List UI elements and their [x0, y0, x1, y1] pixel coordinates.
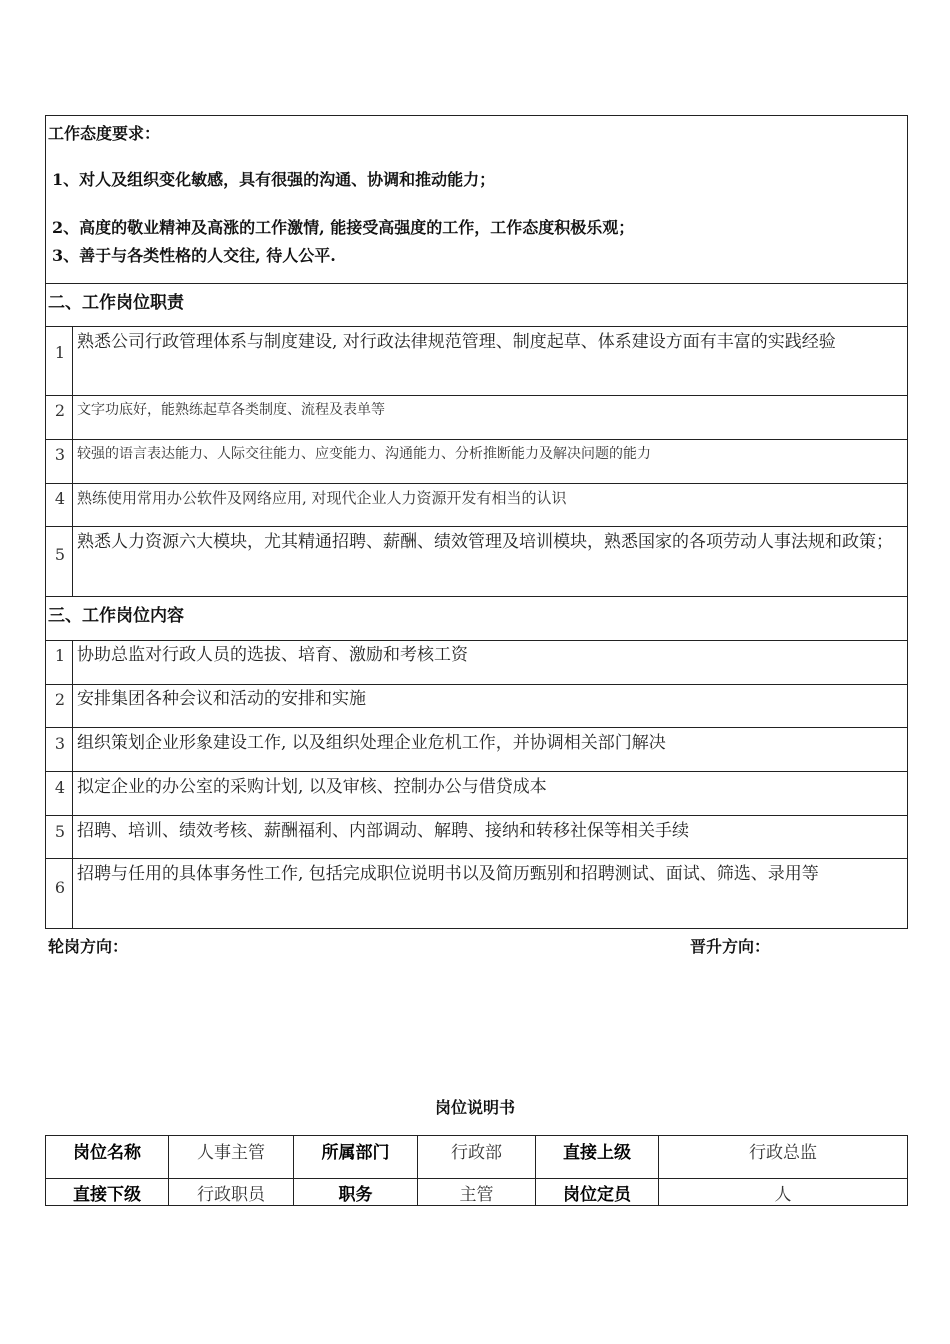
promotion-direction-label: 晋升方向：	[690, 937, 771, 956]
position-name-value: 人事主管	[197, 1142, 265, 1163]
duty-number-4: 4	[54, 489, 66, 508]
duty-text-4: 熟练使用常用办公软件及网络应用, 对现代企业人力资源开发有相当的认识	[77, 489, 567, 507]
department-value: 行政部	[451, 1142, 502, 1163]
duties-section-title: 二、工作岗位职责	[48, 293, 184, 313]
headcount-value: 人	[774, 1184, 792, 1205]
duty-number-2: 2	[54, 401, 66, 420]
position-name-label: 岗位名称	[73, 1142, 141, 1163]
document-title: 岗位说明书	[434, 1098, 515, 1117]
duty-number-1: 1	[54, 343, 66, 362]
content-section-title: 三、工作岗位内容	[48, 606, 184, 626]
content-text-1: 协助总监对行政人员的选拔、培育、激励和考核工资	[77, 645, 468, 665]
direct-subordinate-label: 直接下级	[73, 1184, 141, 1205]
content-number-1: 1	[54, 646, 66, 665]
job-title-label: 职务	[338, 1184, 373, 1205]
content-number-5: 5	[54, 822, 66, 841]
duty-number-3: 3	[54, 445, 66, 464]
direct-superior-label: 直接上级	[563, 1142, 631, 1163]
direct-subordinate-value: 行政职员	[197, 1184, 265, 1205]
direct-superior-value: 行政总监	[749, 1142, 817, 1163]
job-title-value: 主管	[459, 1184, 494, 1205]
headcount-label: 岗位定员	[563, 1184, 631, 1205]
attitude-line-1: 1、对人及组织变化敏感，具有很强的沟通、协调和推动能力；	[52, 170, 496, 189]
content-text-3: 组织策划企业形象建设工作, 以及组织处理企业危机工作，并协调相关部门解决	[77, 733, 666, 753]
attitude-line-2: 2、高度的敬业精神及高涨的工作激情, 能接受高强度的工作，工作态度积极乐观；	[52, 218, 635, 237]
content-text-2: 安排集团各种会议和活动的安排和实施	[77, 689, 366, 709]
duty-text-2: 文字功底好，能熟练起草各类制度、流程及表单等	[77, 402, 385, 418]
content-number-4: 4	[54, 778, 66, 797]
duty-text-3: 较强的语言表达能力、人际交往能力、应变能力、沟通能力、分析推断能力及解决问题的能力	[77, 446, 651, 462]
department-label: 所属部门	[321, 1142, 390, 1163]
attitude-title: 工作态度要求：	[48, 124, 161, 143]
content-text-5: 招聘、培训、绩效考核、薪酬福利、内部调动、解聘、接纳和转移社保等相关手续	[77, 821, 689, 841]
content-number-2: 2	[54, 690, 66, 709]
attitude-line-3: 3、善于与各类性格的人交往, 待人公平.	[52, 246, 336, 265]
content-text-4: 拟定企业的办公室的采购计划, 以及审核、控制办公与借贷成本	[77, 777, 547, 797]
duty-text-1: 熟悉公司行政管理体系与制度建设, 对行政法律规范管理、制度起草、体系建设方面有丰富的实践经验	[77, 332, 836, 352]
content-number-3: 3	[54, 734, 66, 753]
duty-text-5: 熟悉人力资源六大模块，尤其精通招聘、薪酬、绩效管理及培训模块，熟悉国家的各项劳动人事法规和政策；	[77, 532, 893, 552]
content-text-6: 招聘与任用的具体事务性工作, 包括完成职位说明书以及简历甄别和招聘测试、面试、筛选、录用等	[77, 864, 819, 884]
duty-number-5: 5	[54, 545, 66, 564]
content-number-6: 6	[54, 878, 66, 897]
rotation-direction-label: 轮岗方向：	[48, 937, 129, 956]
